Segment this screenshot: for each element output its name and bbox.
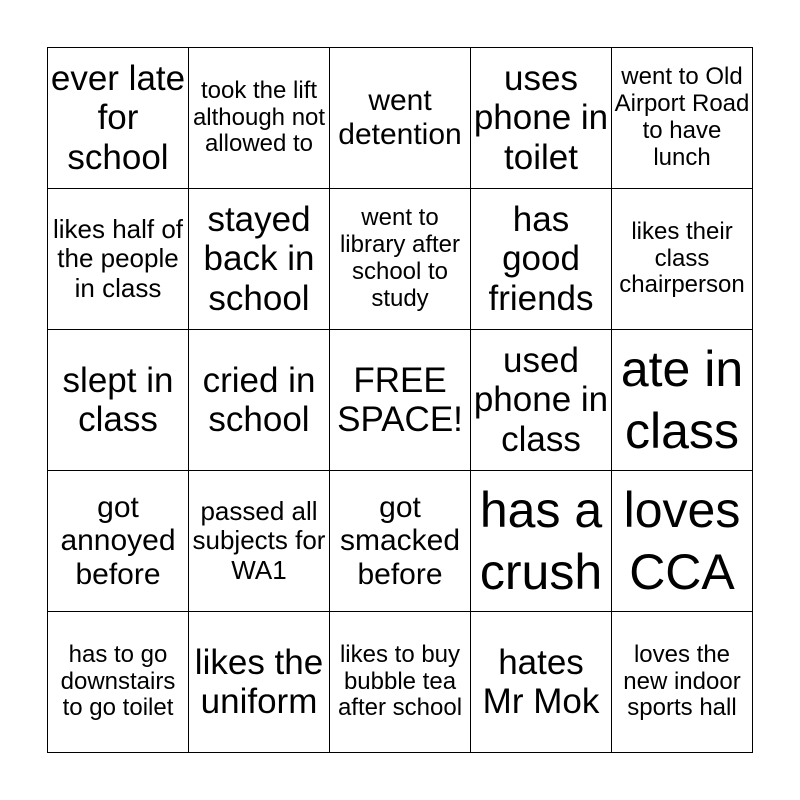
- cell-text: has a crush: [479, 481, 603, 600]
- bingo-cell[interactable]: [48, 330, 189, 471]
- bingo-cell[interactable]: [471, 612, 612, 753]
- cell-text: has good friends: [488, 200, 594, 318]
- cell-text: got smacked before: [339, 490, 461, 591]
- cell-text: went to Old Airport Road to have lunch: [614, 63, 750, 171]
- cell-text: loves the new indoor sports hall: [623, 640, 741, 722]
- bingo-cell[interactable]: [612, 189, 753, 330]
- cell-text: uses phone in toilet: [473, 59, 609, 177]
- cell-text: loves CCA: [623, 481, 741, 600]
- free-space-cell[interactable]: [330, 330, 471, 471]
- bingo-cell[interactable]: [471, 48, 612, 189]
- cell-text: FREE SPACE!: [337, 360, 463, 439]
- bingo-cell[interactable]: [330, 189, 471, 330]
- cell-text: hates Mr Mok: [482, 642, 600, 721]
- bingo-cell[interactable]: [48, 471, 189, 612]
- cell-text: likes the uniform: [194, 642, 324, 721]
- cell-text: stayed back in school: [203, 200, 315, 318]
- bingo-cell[interactable]: [471, 189, 612, 330]
- cell-text: ever late for school: [50, 59, 186, 177]
- cell-text: likes half of the people in class: [52, 214, 184, 303]
- cell-text: got annoyed before: [60, 490, 176, 591]
- bingo-cell[interactable]: [612, 471, 753, 612]
- bingo-cell[interactable]: [189, 330, 330, 471]
- cell-text: cried in school: [202, 360, 316, 439]
- cell-text: went to library after school to study: [339, 204, 461, 312]
- cell-text: slept in class: [62, 360, 174, 439]
- bingo-cell[interactable]: [330, 612, 471, 753]
- bingo-cell[interactable]: [189, 471, 330, 612]
- cell-text: ate in class: [620, 340, 744, 459]
- bingo-cell[interactable]: [471, 471, 612, 612]
- bingo-cell[interactable]: [612, 330, 753, 471]
- bingo-cell[interactable]: [48, 189, 189, 330]
- cell-text: likes to buy bubble tea after school: [337, 640, 463, 722]
- bingo-cell[interactable]: [189, 612, 330, 753]
- cell-text: used phone in class: [473, 341, 609, 459]
- bingo-cell[interactable]: [330, 471, 471, 612]
- bingo-cell[interactable]: [330, 48, 471, 189]
- bingo-cell[interactable]: [189, 189, 330, 330]
- cell-text: passed all subjects for WA1: [192, 496, 326, 585]
- bingo-board: [47, 47, 753, 753]
- bingo-cell[interactable]: [612, 612, 753, 753]
- cell-text: took the lift although not allowed to: [192, 76, 326, 158]
- bingo-cell[interactable]: [48, 48, 189, 189]
- cell-text: likes their class chairperson: [619, 217, 745, 299]
- bingo-cell[interactable]: [612, 48, 753, 189]
- cell-text: went detention: [338, 84, 462, 151]
- bingo-cell[interactable]: [471, 330, 612, 471]
- bingo-cell[interactable]: [189, 48, 330, 189]
- cell-text: has to go downstairs to go toilet: [60, 640, 176, 722]
- bingo-cell[interactable]: [48, 612, 189, 753]
